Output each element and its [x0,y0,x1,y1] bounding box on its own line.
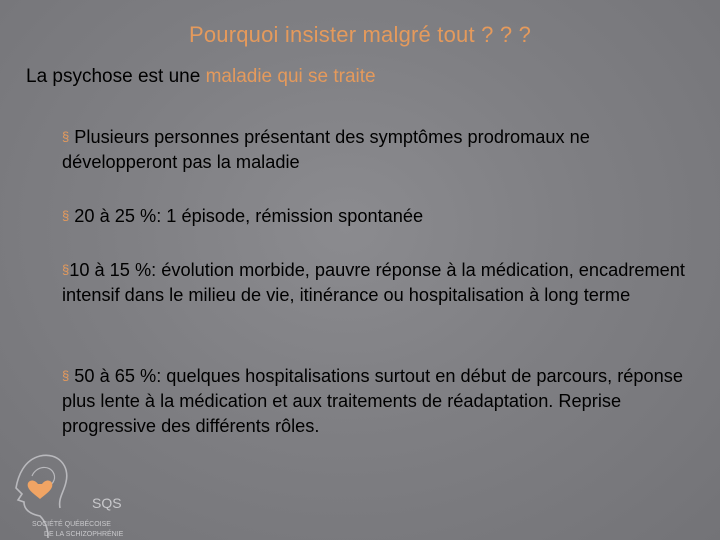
bullet-item [62,124,692,175]
subtitle-prefix: La psychose est une [26,66,206,87]
logo-line-2: DE LA SCHIZOPHRÉNIE [44,531,124,538]
slide-title: Pourquoi insister malgré tout ? ? ? [188,22,532,47]
bullet-text: Plusieurs personnes présentant des symptômes prodromaux ne développeront pas la maladie [62,127,590,172]
bullet-marker-icon: § [62,129,70,144]
bullet-item [62,203,423,229]
subtitle-highlight: maladie qui se traite [205,66,376,87]
sqs-logo [4,446,144,540]
bullet-marker-icon: § [62,262,70,277]
bullet-marker-icon: § [62,368,70,383]
heart-icon [28,480,53,499]
bullet-text: 20 à 25 %: 1 épisode, rémission spontanée [69,206,424,226]
bullet-item [62,257,692,308]
bullet-text: 10 à 15 %: évolution morbide, pauvre réponse à la médication, encadrement intensif dans le milieu de vie, itinérance ou hospitalisation à long terme [62,260,685,305]
logo-line-1: SOCIÉTÉ QUÉBÉCOISE [32,521,111,528]
bullet-text: 50 à 65 %: quelques hospitalisations surtout en début de parcours, réponse plus lente à la médication et aux traitements de réadaptation. Reprise progressive des différents rôles. [62,366,683,436]
logo-acronym: SQS [92,495,122,511]
slide-subtitle [26,66,376,88]
bullet-marker-icon: § [62,208,70,223]
bullet-item [62,363,692,439]
